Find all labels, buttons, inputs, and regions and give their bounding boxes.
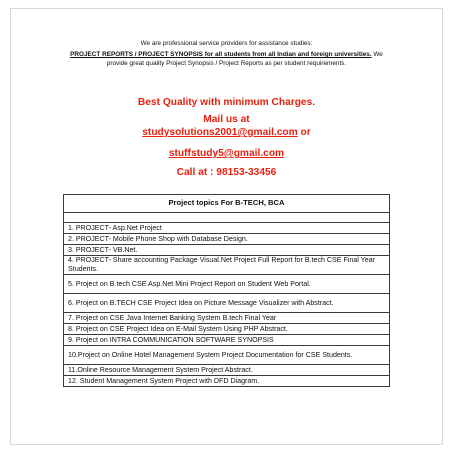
intro-rest: We provide great quality Project Synopsis / Project Reports as per student requirements. xyxy=(106,51,383,67)
table-row: 12. Student Management System Project with DFD Diagram. xyxy=(64,376,390,387)
table-row: 10.Project on Online Hotel Management System Project Documentation for CSE Students. xyxy=(64,346,390,365)
table-blank-row xyxy=(64,213,390,223)
call-line: Call at : 98153-33456 xyxy=(176,167,277,178)
table-row: 2. PROJECT- Mobile Phone Shop with Database Design. xyxy=(64,234,390,245)
mail-label: Mail us at xyxy=(203,114,250,125)
table-row: 3. PROJECT- VB.Net. xyxy=(64,245,390,256)
table-row: 8. Project on CSE Project Idea on E-Mail System Using PHP Abstract. xyxy=(64,324,390,335)
project-topics-table xyxy=(63,194,390,387)
promo-block xyxy=(60,96,393,179)
email-link-2[interactable]: stuffstudy5@gmail.com xyxy=(168,148,285,159)
email-line xyxy=(60,126,393,139)
table-row: 4. PROJECT- Share accounting Package Visual.Net Project Full Report for B.tech CSE Final Year Students. xyxy=(64,256,390,275)
intro-highlight: PROJECT REPORTS / PROJECT SYNOPSIS for all students from all Indian and foreign universities. xyxy=(70,51,372,59)
tagline: Best Quality with minimum Charges. xyxy=(137,97,316,108)
intro-paragraph xyxy=(60,51,393,68)
intro-text xyxy=(60,40,393,68)
table-row: 6. Project on B.TECH CSE Project Idea on Picture Message Visualizer with Abstract. xyxy=(64,294,390,313)
table-row: 11.Online Resource Management System Project Abstract. xyxy=(64,365,390,376)
email-link-1[interactable]: studysolutions2001@gmail.com xyxy=(142,127,298,138)
table-row: 5. Project on B.tech CSE Asp.Net Mini Project Report on Student Web Portal. xyxy=(64,275,390,294)
table-row: 7. Project on CSE Java Internet Banking System B.tech Final Year xyxy=(64,313,390,324)
table-row: 1. PROJECT- Asp.Net Project xyxy=(64,223,390,234)
email-line-2 xyxy=(60,147,393,160)
intro-line: We are professional service providers for assistance studies: xyxy=(140,40,313,47)
or-word: or xyxy=(297,127,311,138)
table-title: Project topics For B-TECH, BCA xyxy=(64,195,390,213)
table-row: 9. Project on INTRA COMMUNICATION SOFTWARE SYNOPSIS xyxy=(64,335,390,346)
